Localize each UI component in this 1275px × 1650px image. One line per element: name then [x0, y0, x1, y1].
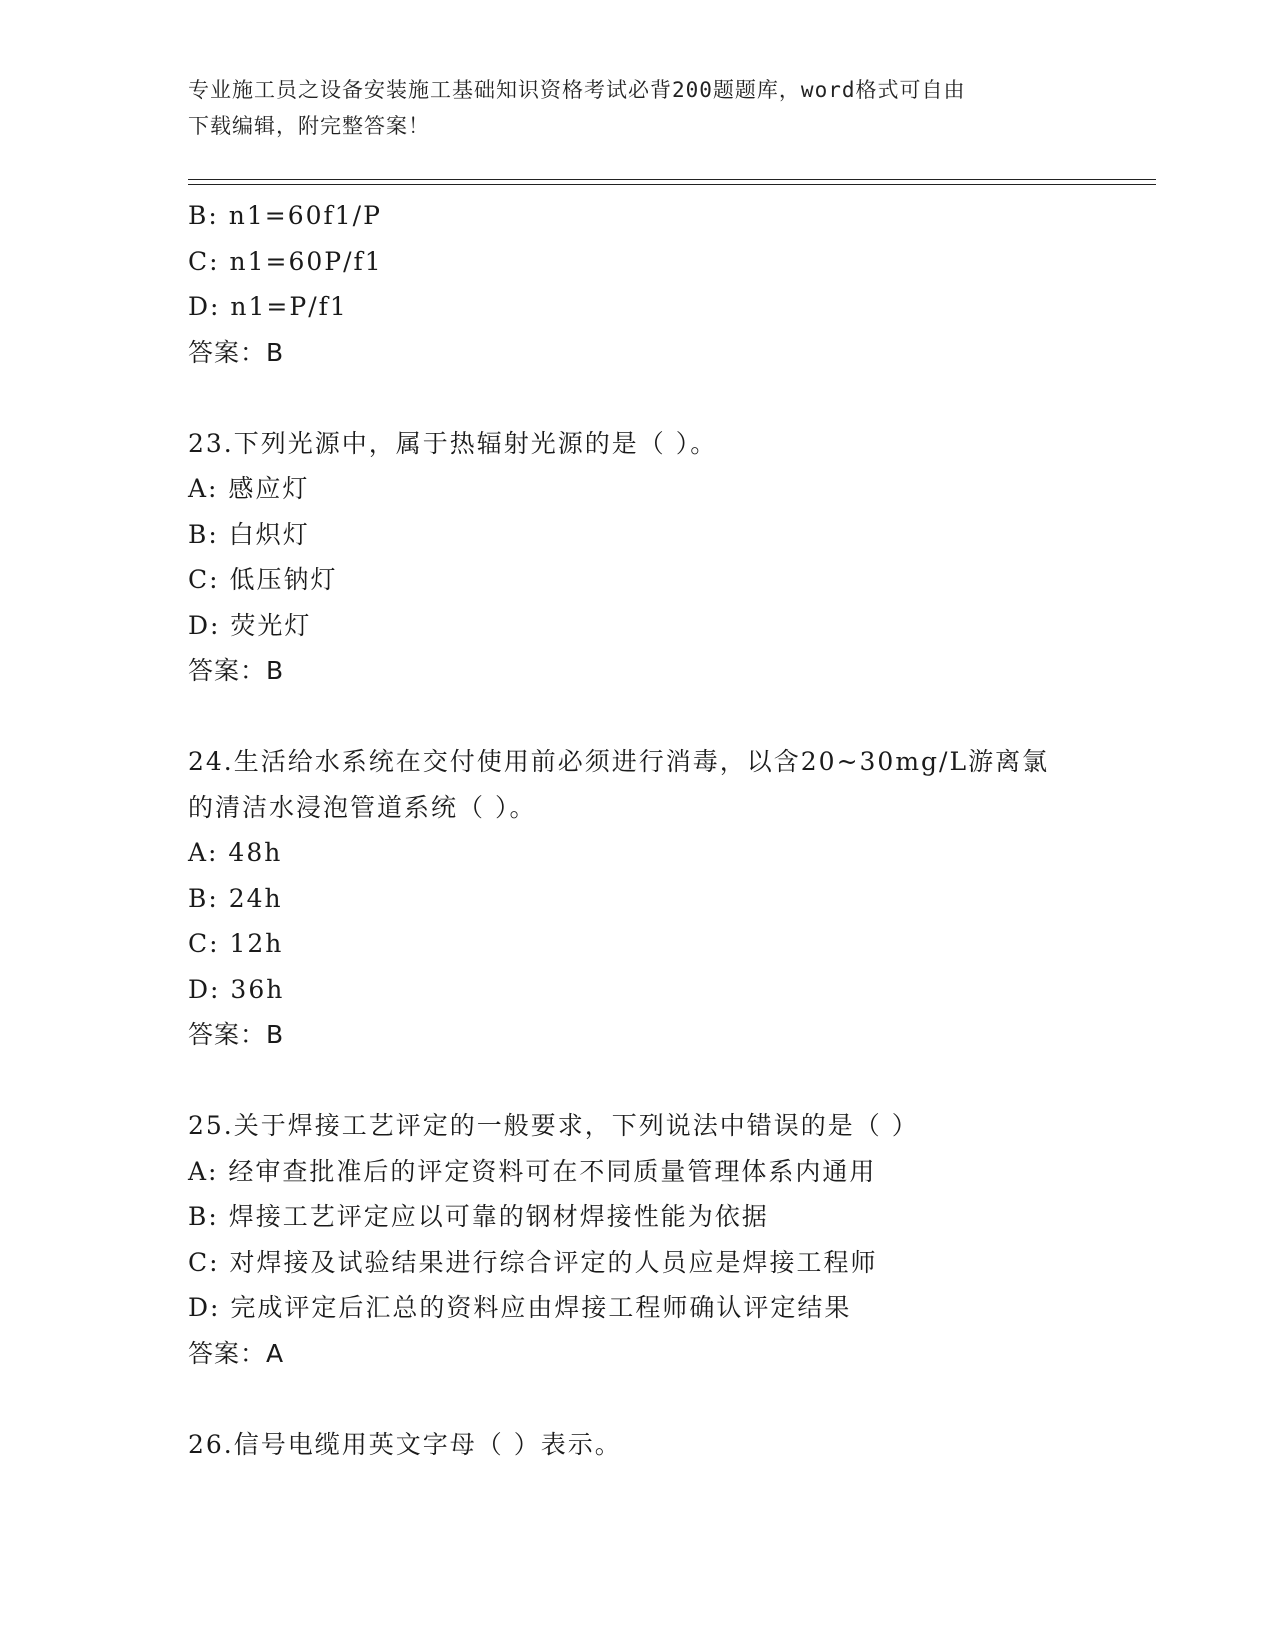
option-d: D: n1=P/f1 [188, 292, 348, 321]
question-24 [188, 739, 1088, 1058]
question-23 [188, 421, 1088, 694]
option-a: A: 经审查批准后的评定资料可在不同质量管理体系内通用 [188, 1156, 877, 1186]
option-b: B: 24h [188, 883, 283, 913]
header-divider-top [188, 179, 1156, 180]
question-26 [188, 1422, 1088, 1468]
answer: 答案：A [188, 1338, 285, 1368]
header-divider-bottom [188, 184, 1156, 185]
option-c: C: n1=60P/f1 [188, 246, 383, 276]
question-list [188, 193, 1088, 1467]
option-d: D: 荧光灯 [188, 610, 312, 640]
question-stem: 23.下列光源中，属于热辐射光源的是（ ）。 [188, 428, 718, 458]
answer: 答案：B [188, 1020, 285, 1049]
question-stem: 25.关于焊接工艺评定的一般要求，下列说法中错误的是（ ） [188, 1111, 919, 1140]
question-stem-line-1: 24.生活给水系统在交付使用前必须进行消毒，以含20~30mg/L游离氯 [188, 747, 1050, 776]
option-b: B: n1=60f1/P [188, 201, 382, 230]
header-line-1: 专业施工员之设备安装施工基础知识资格考试必背200题题库，word格式可自由 [188, 78, 966, 102]
option-d: D: 36h [188, 974, 285, 1004]
question-22-continued [188, 193, 1088, 375]
question-stem: 26.信号电缆用英文字母（ ）表示。 [188, 1429, 622, 1459]
option-c: C: 对焊接及试验结果进行综合评定的人员应是焊接工程师 [188, 1247, 878, 1277]
header-line-2: 下载编辑，附完整答案！ [188, 114, 430, 138]
option-c: C: 12h [188, 929, 284, 958]
option-a: A: 48h [188, 838, 283, 867]
option-c: C: 低压钠灯 [188, 565, 338, 594]
option-b: B: 白炽灯 [188, 519, 310, 549]
document-header [188, 72, 1088, 144]
answer: 答案：B [188, 656, 285, 685]
answer: 答案：B [188, 337, 285, 367]
option-d: D: 完成评定后汇总的资料应由焊接工程师确认评定结果 [188, 1293, 852, 1322]
question-stem-line-2: 的清洁水浸泡管道系统（ ）。 [188, 792, 537, 822]
option-a: A: 感应灯 [188, 474, 310, 503]
option-b: B: 焊接工艺评定应以可靠的钢材焊接性能为依据 [188, 1202, 769, 1231]
question-25 [188, 1103, 1088, 1376]
